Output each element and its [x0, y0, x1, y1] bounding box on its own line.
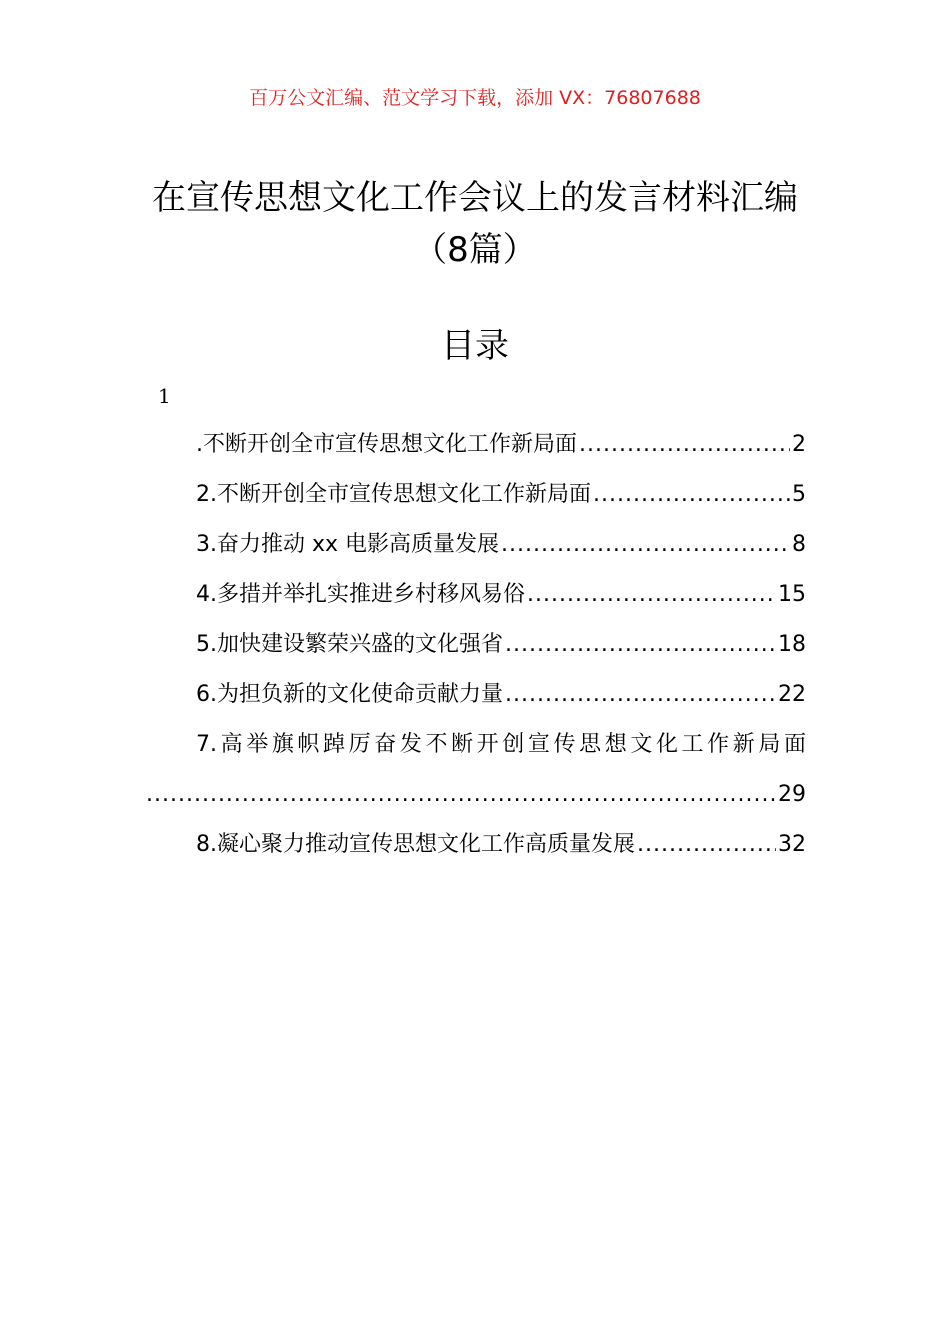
toc-entry-title: 5.加快建设繁荣兴盛的文化强省: [196, 632, 503, 657]
header-note: 百万公文汇编、范文学习下载，添加 VX：76807688: [249, 87, 701, 109]
toc-entry-page: 32: [778, 832, 806, 857]
toc-entry-title: 4.多措并举扎实推进乡村移风易俗: [196, 582, 525, 607]
toc-entry[interactable]: [146, 820, 806, 870]
toc-entry-page: 2: [792, 432, 806, 457]
stray-number: 1: [158, 384, 171, 408]
toc-entry[interactable]: [146, 570, 806, 620]
toc-entry-continuation: [146, 770, 806, 820]
dot-leader: [505, 620, 776, 670]
dot-leader: [527, 570, 776, 620]
document-title: 在宣传思想文化工作会议上的发言材料汇编（8篇）: [152, 178, 798, 270]
dot-leader: [146, 770, 776, 820]
dot-leader: [593, 470, 790, 520]
toc-entry[interactable]: [146, 620, 806, 670]
table-of-contents: [146, 420, 806, 870]
dot-leader: [501, 520, 790, 570]
toc-entry-title: 8.凝心聚力推动宣传思想文化工作高质量发展: [196, 832, 635, 857]
dot-leader: [505, 670, 776, 720]
toc-heading: 目录: [441, 326, 509, 366]
toc-entry[interactable]: [146, 520, 806, 570]
toc-entry-title: 2.不断开创全市宣传思想文化工作新局面: [196, 482, 591, 507]
dot-leader: [637, 820, 776, 870]
toc-entry-page: 29: [778, 782, 806, 807]
toc-entry-title: 7.高举旗帜踔厉奋发不断开创宣传思想文化工作新局面: [196, 732, 806, 757]
toc-entry[interactable]: [146, 420, 806, 470]
toc-entry[interactable]: [146, 720, 806, 820]
toc-entry-title: .不断开创全市宣传思想文化工作新局面: [196, 432, 577, 457]
toc-entry-page: 15: [778, 582, 806, 607]
toc-entry[interactable]: [146, 670, 806, 720]
toc-entry-page: 22: [778, 682, 806, 707]
toc-entry-title: 3.奋力推动 xx 电影高质量发展: [196, 532, 500, 557]
toc-entry-page: 5: [792, 482, 806, 507]
toc-entry-title: 6.为担负新的文化使命贡献力量: [196, 682, 503, 707]
toc-entry-page: 8: [792, 532, 806, 557]
toc-entry[interactable]: [146, 470, 806, 520]
toc-entry-page: 18: [778, 632, 806, 657]
dot-leader: [579, 420, 790, 470]
